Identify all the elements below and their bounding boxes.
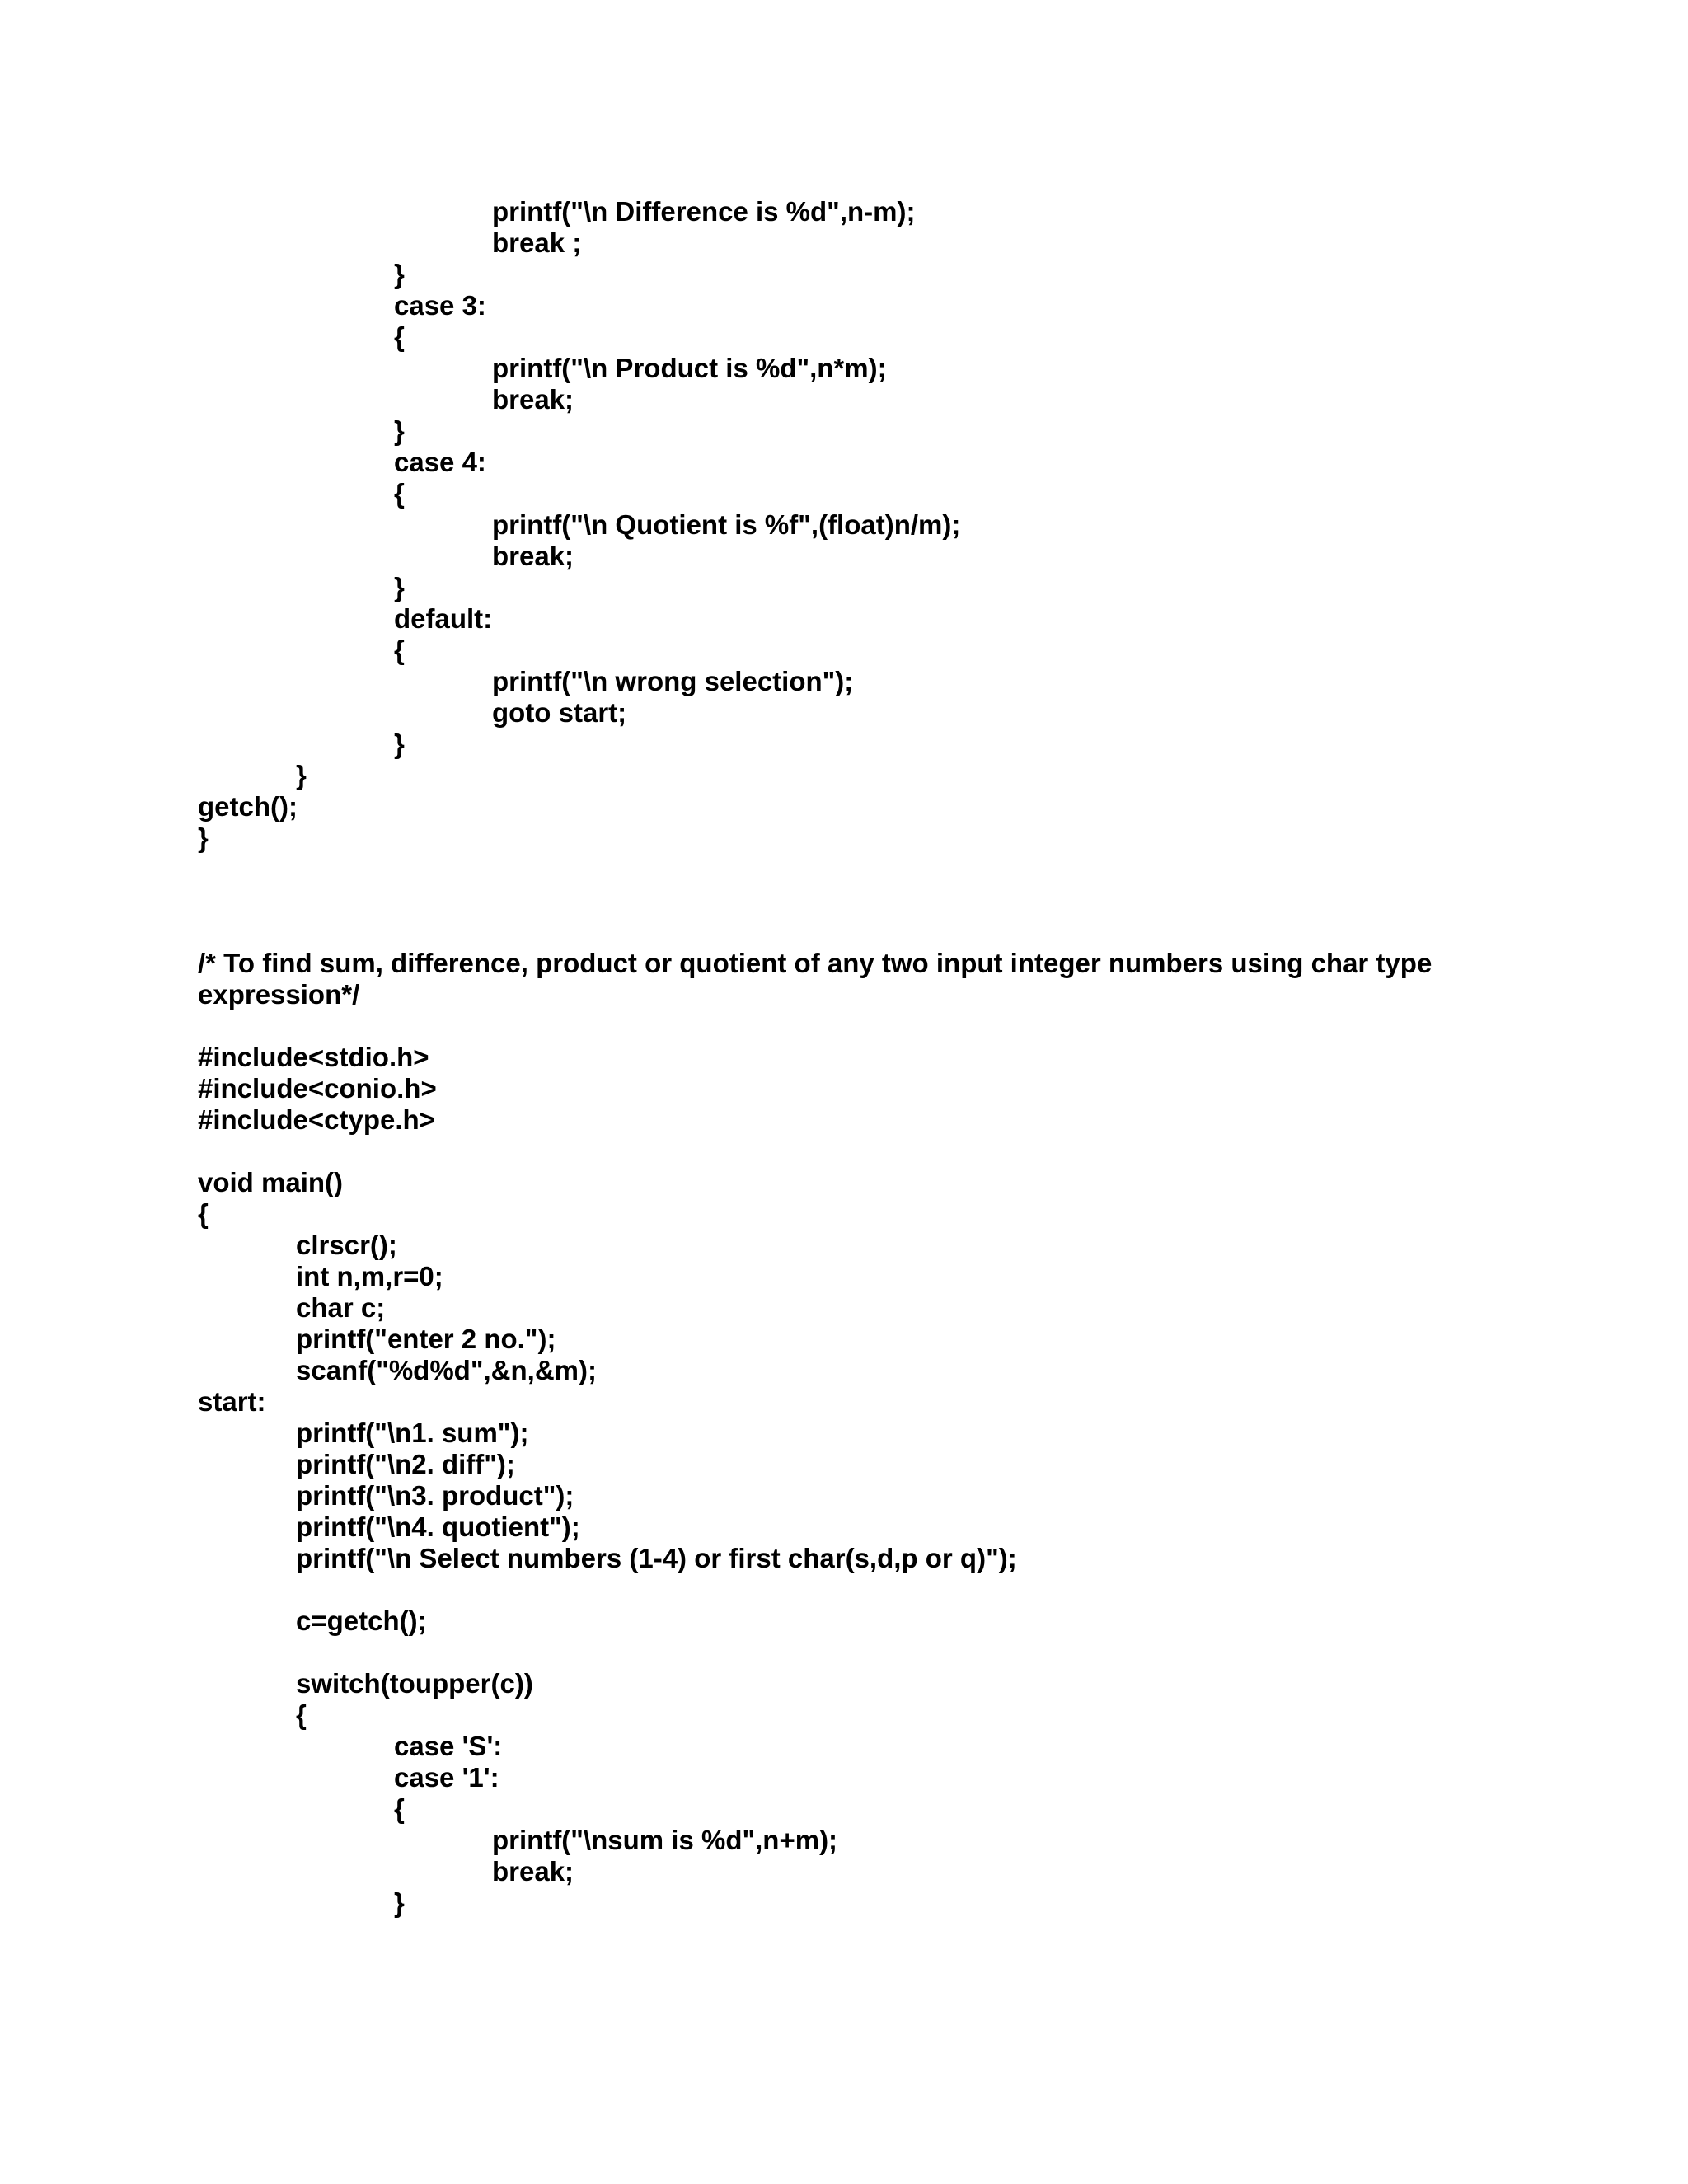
code-line: { (394, 1793, 405, 1824)
code-line: printf("\n4. quotient"); (296, 1511, 580, 1542)
code-line: printf("\n2. diff"); (296, 1449, 515, 1479)
include-line: #include<ctype.h> (198, 1104, 435, 1135)
code-line: } (394, 729, 405, 759)
code-line: case 3: (394, 290, 486, 321)
code-line: c=getch(); (296, 1605, 427, 1636)
code-line: printf("\n Product is %d",n*m); (492, 353, 887, 383)
code-line: } (296, 760, 307, 790)
code-line: printf("\n Select numbers (1-4) or first char(s,d,p or q)"); (296, 1543, 1017, 1573)
code-line: break; (492, 541, 574, 571)
code-line: switch(toupper(c)) (296, 1668, 533, 1699)
code-line: } (394, 415, 405, 446)
code-line: { (394, 321, 405, 352)
code-line: int n,m,r=0; (296, 1261, 443, 1291)
code-line: void main() (198, 1167, 344, 1197)
code-line: printf("\n Quotient is %f",(float)n/m); (492, 509, 961, 540)
code-line: case '1': (394, 1762, 499, 1793)
code-line: printf("\n3. product"); (296, 1480, 574, 1511)
code-line: { (394, 478, 405, 509)
include-line: #include<stdio.h> (198, 1042, 429, 1072)
code-line: { (394, 635, 405, 665)
program-comment: /* To find sum, difference, product or quotient of any two input integer numbers using char type (198, 948, 1432, 978)
code-line: { (198, 1198, 209, 1229)
code-line: } (198, 823, 209, 853)
code-line: } (394, 1887, 405, 1918)
code-line: case 4: (394, 447, 486, 477)
code-line: break; (492, 1856, 574, 1886)
program-comment: expression*/ (198, 979, 360, 1010)
code-line: break; (492, 384, 574, 415)
code-line: clrscr(); (296, 1230, 397, 1260)
code-line: { (296, 1699, 307, 1730)
code-line: printf("\n Difference is %d",n-m); (492, 196, 916, 227)
code-line: break ; (492, 227, 582, 258)
code-line: scanf("%d%d",&n,&m); (296, 1355, 597, 1385)
code-line: goto start; (492, 697, 627, 728)
code-line: case 'S': (394, 1731, 503, 1761)
code-line: printf("enter 2 no."); (296, 1324, 556, 1354)
include-line: #include<conio.h> (198, 1073, 437, 1104)
code-line: } (394, 572, 405, 602)
code-line: printf("\nsum is %d",n+m); (492, 1825, 838, 1855)
code-line: printf("\n wrong selection"); (492, 666, 854, 696)
code-line: } (394, 259, 405, 289)
code-line: default: (394, 603, 493, 634)
code-line: char c; (296, 1292, 386, 1323)
code-label: start: (198, 1386, 266, 1417)
code-line: getch(); (198, 791, 298, 822)
code-line: printf("\n1. sum"); (296, 1418, 529, 1448)
